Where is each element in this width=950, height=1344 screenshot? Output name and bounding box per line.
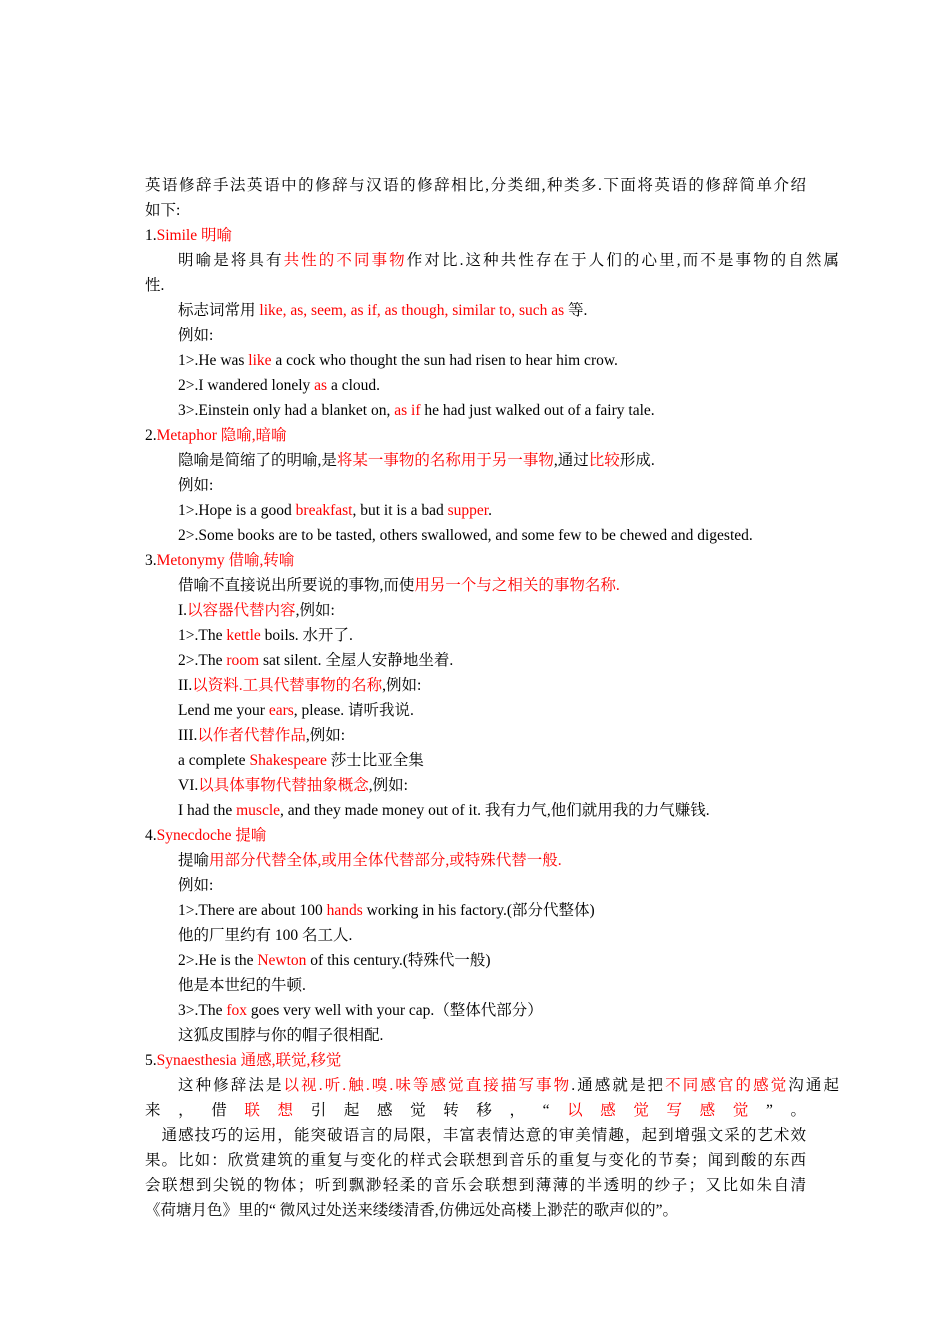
text-line	[145, 1126, 806, 1146]
highlighted-text: Synecdoche 提喻	[156, 827, 267, 844]
text-line	[178, 651, 453, 671]
text-segment: 例如:	[178, 877, 214, 894]
text-segment: 例如:	[178, 477, 214, 494]
text-line	[145, 1051, 341, 1071]
text-segment: 这种修辞法是	[178, 1077, 284, 1094]
text-line	[145, 226, 232, 246]
text-segment: VI.	[178, 777, 199, 794]
text-line	[178, 876, 213, 896]
text-segment: 如下:	[145, 202, 181, 219]
text-line	[178, 351, 618, 371]
text-segment: 提喻	[178, 852, 210, 869]
text-segment: ”。	[765, 1102, 806, 1119]
text-segment: 3.	[145, 552, 157, 569]
text-segment: ,例如:	[305, 727, 346, 744]
text-segment: 借喻不直接说出所要说的事物,而使	[178, 577, 415, 594]
text-line	[178, 776, 408, 796]
text-line	[178, 701, 414, 721]
text-line	[178, 526, 753, 546]
text-segment: ,例如:	[382, 677, 422, 694]
highlighted-text: 以资料.工具代替事物的名称	[192, 677, 383, 694]
text-line	[145, 1151, 806, 1171]
text-line	[178, 501, 492, 521]
text-segment: 作对比.这种共性存在于人们的心里,而不是事物的自然属	[406, 252, 839, 269]
highlighted-text: kettle	[226, 627, 261, 644]
text-line	[145, 1201, 678, 1221]
text-line	[178, 976, 306, 996]
text-line	[145, 176, 806, 196]
text-segment: 1>.He was	[178, 352, 249, 369]
text-segment: 来，借	[145, 1102, 245, 1119]
text-segment: 他的厂里约有 100 名工人.	[178, 927, 353, 944]
text-line	[178, 1001, 543, 1021]
text-segment: 5.	[145, 1052, 157, 1069]
text-segment: 例如:	[178, 327, 214, 344]
text-segment: 1>.The	[178, 627, 227, 644]
text-segment: 果。比如：欣赏建筑的重复与变化的样式会联想到音乐的重复与变化的节奏；闻到酸的东西	[145, 1152, 806, 1169]
text-line	[145, 276, 164, 296]
text-segment: 3>.The	[178, 1002, 227, 1019]
text-segment: sat silent. 全屋人安静地坐着.	[259, 652, 454, 669]
text-line	[178, 626, 353, 646]
text-segment: he had just walked out of a fairy tale.	[420, 402, 655, 419]
highlighted-text: 以作者代替作品	[197, 727, 306, 744]
text-segment: 性.	[145, 277, 165, 294]
text-segment: 莎士比亚全集	[326, 752, 424, 769]
text-segment: I had the	[178, 802, 237, 819]
text-segment: a complete	[178, 752, 250, 769]
text-line	[178, 901, 595, 921]
highlighted-text: room	[226, 652, 260, 669]
text-line	[178, 751, 424, 771]
highlighted-text: hands	[326, 902, 363, 919]
text-segment: of this century.(特殊代一般)	[306, 952, 491, 969]
highlighted-text: Simile 明喻	[156, 227, 232, 244]
text-segment: ,例如:	[295, 602, 335, 619]
highlighted-text: as	[314, 377, 328, 394]
highlighted-text: 用另一个与之相关的事物名称.	[414, 577, 620, 594]
text-line	[178, 376, 380, 396]
text-segment: 1>.Hope is a good	[178, 502, 296, 519]
text-segment: III.	[178, 727, 198, 744]
highlighted-text: Newton	[257, 952, 307, 969]
text-segment: working in his factory.(部分代整体)	[362, 902, 595, 919]
text-line	[178, 301, 587, 321]
text-line	[178, 1026, 383, 1046]
text-line	[178, 401, 655, 421]
text-segment: goes very well with your cap.（整体代部分）	[247, 1002, 543, 1019]
highlighted-text: Shakespeare	[249, 752, 327, 769]
text-segment: .	[488, 502, 492, 519]
text-segment: 他是本世纪的牛顿.	[178, 977, 306, 994]
text-line	[178, 251, 839, 271]
highlighted-text: 以感觉写感觉	[549, 1102, 766, 1119]
highlighted-text: 以视.听.触.嗅.味等感觉直接描写事物	[283, 1077, 572, 1094]
text-segment: II.	[178, 677, 193, 694]
text-line	[145, 551, 294, 571]
text-segment: 3>.Einstein only had a blanket on,	[178, 402, 395, 419]
highlighted-text: 以具体事物代替抽象概念	[198, 777, 369, 794]
text-segment: 引起感觉转移，“	[310, 1102, 550, 1119]
text-line	[178, 476, 213, 496]
text-line	[178, 601, 335, 621]
text-segment: a cloud.	[327, 377, 381, 394]
highlighted-text: supper	[447, 502, 489, 519]
text-segment: I.	[178, 602, 188, 619]
text-line	[178, 951, 491, 971]
highlighted-text: Metaphor 隐喻,暗喻	[156, 427, 287, 444]
highlighted-text: Synaesthesia 通感,联觉,移觉	[156, 1052, 342, 1069]
text-line	[178, 926, 352, 946]
text-segment: boils. 水开了.	[260, 627, 353, 644]
highlighted-text: 不同感官的感觉	[665, 1077, 789, 1094]
text-segment: 标志词常用	[178, 302, 260, 319]
text-segment: .通感就是把	[571, 1077, 666, 1094]
text-line	[178, 851, 562, 871]
text-segment: 沟通起	[788, 1077, 839, 1094]
highlighted-text: 用部分代替全体,或用全体代替部分,或特殊代替一般.	[209, 852, 562, 869]
text-segment: 等.	[564, 302, 588, 319]
text-segment: , please. 请听我说.	[293, 702, 414, 719]
text-segment: , but it is a bad	[352, 502, 448, 519]
text-segment: 形成.	[619, 452, 655, 469]
text-segment: 2.	[145, 427, 157, 444]
highlighted-text: breakfast	[295, 502, 353, 519]
text-segment: 这狐皮围脖与你的帽子很相配.	[178, 1027, 384, 1044]
text-segment: ,例如:	[368, 777, 408, 794]
text-segment: 2>.I wandered lonely	[178, 377, 315, 394]
highlighted-text: 比较	[588, 452, 620, 469]
text-segment: 1.	[145, 227, 157, 244]
text-line	[145, 826, 266, 846]
text-line	[178, 326, 213, 346]
highlighted-text: 以容器代替内容	[187, 602, 296, 619]
highlighted-text: 联想	[244, 1102, 311, 1119]
highlighted-text: muscle	[236, 802, 281, 819]
text-line	[178, 1076, 839, 1096]
text-segment: , and they made money out of it. 我有力气,他们就用我的力气赚钱.	[280, 802, 710, 819]
highlighted-text: 共性的不同事物	[283, 252, 407, 269]
text-segment: a cock who thought the sun had risen to hear him crow.	[271, 352, 618, 369]
text-line	[178, 451, 655, 471]
highlighted-text: like	[248, 352, 272, 369]
highlighted-text: as if	[394, 402, 421, 419]
text-segment: 隐喻是简缩了的明喻,是	[178, 452, 337, 469]
text-line	[145, 201, 180, 221]
text-line	[145, 1101, 806, 1121]
text-line	[145, 426, 287, 446]
text-line	[178, 676, 421, 696]
text-segment: 通感技巧的运用，能突破语言的局限，丰富表情达意的审美情趣，起到增强文采的艺术效	[161, 1127, 806, 1144]
text-segment: ,通过	[553, 452, 589, 469]
text-segment: 英语修辞手法英语中的修辞与汉语的修辞相比,分类细,种类多.下面将英语的修辞简单介绍	[145, 177, 806, 194]
text-line	[178, 576, 620, 596]
highlighted-text: like, as, seem, as if, as though, similar to, such as	[259, 302, 565, 319]
text-segment: 《荷塘月色》里的“ 微风过处送来缕缕清香,仿佛远处高楼上渺茫的歌声似的”。	[145, 1202, 679, 1219]
text-segment: 明喻是将具有	[178, 252, 284, 269]
highlighted-text: 将某一事物的名称用于另一事物	[336, 452, 554, 469]
text-line	[178, 801, 710, 821]
text-segment: 1>.There are about 100	[178, 902, 327, 919]
text-segment: 2>.Some books are to be tasted, others swallowed, and some few to be chewed and digested.	[178, 527, 753, 544]
text-segment: Lend me your	[178, 702, 269, 719]
text-segment: 2>.He is the	[178, 952, 258, 969]
text-segment: 会联想到尖锐的物体；听到飘渺轻柔的音乐会联想到薄薄的半透明的纱子；又比如朱自清	[145, 1177, 806, 1194]
text-line	[145, 1176, 806, 1196]
highlighted-text: ears	[268, 702, 294, 719]
text-line	[178, 726, 345, 746]
highlighted-text: Metonymy 借喻,转喻	[156, 552, 295, 569]
text-segment: 2>.The	[178, 652, 227, 669]
highlighted-text: fox	[226, 1002, 248, 1019]
text-segment: 4.	[145, 827, 157, 844]
